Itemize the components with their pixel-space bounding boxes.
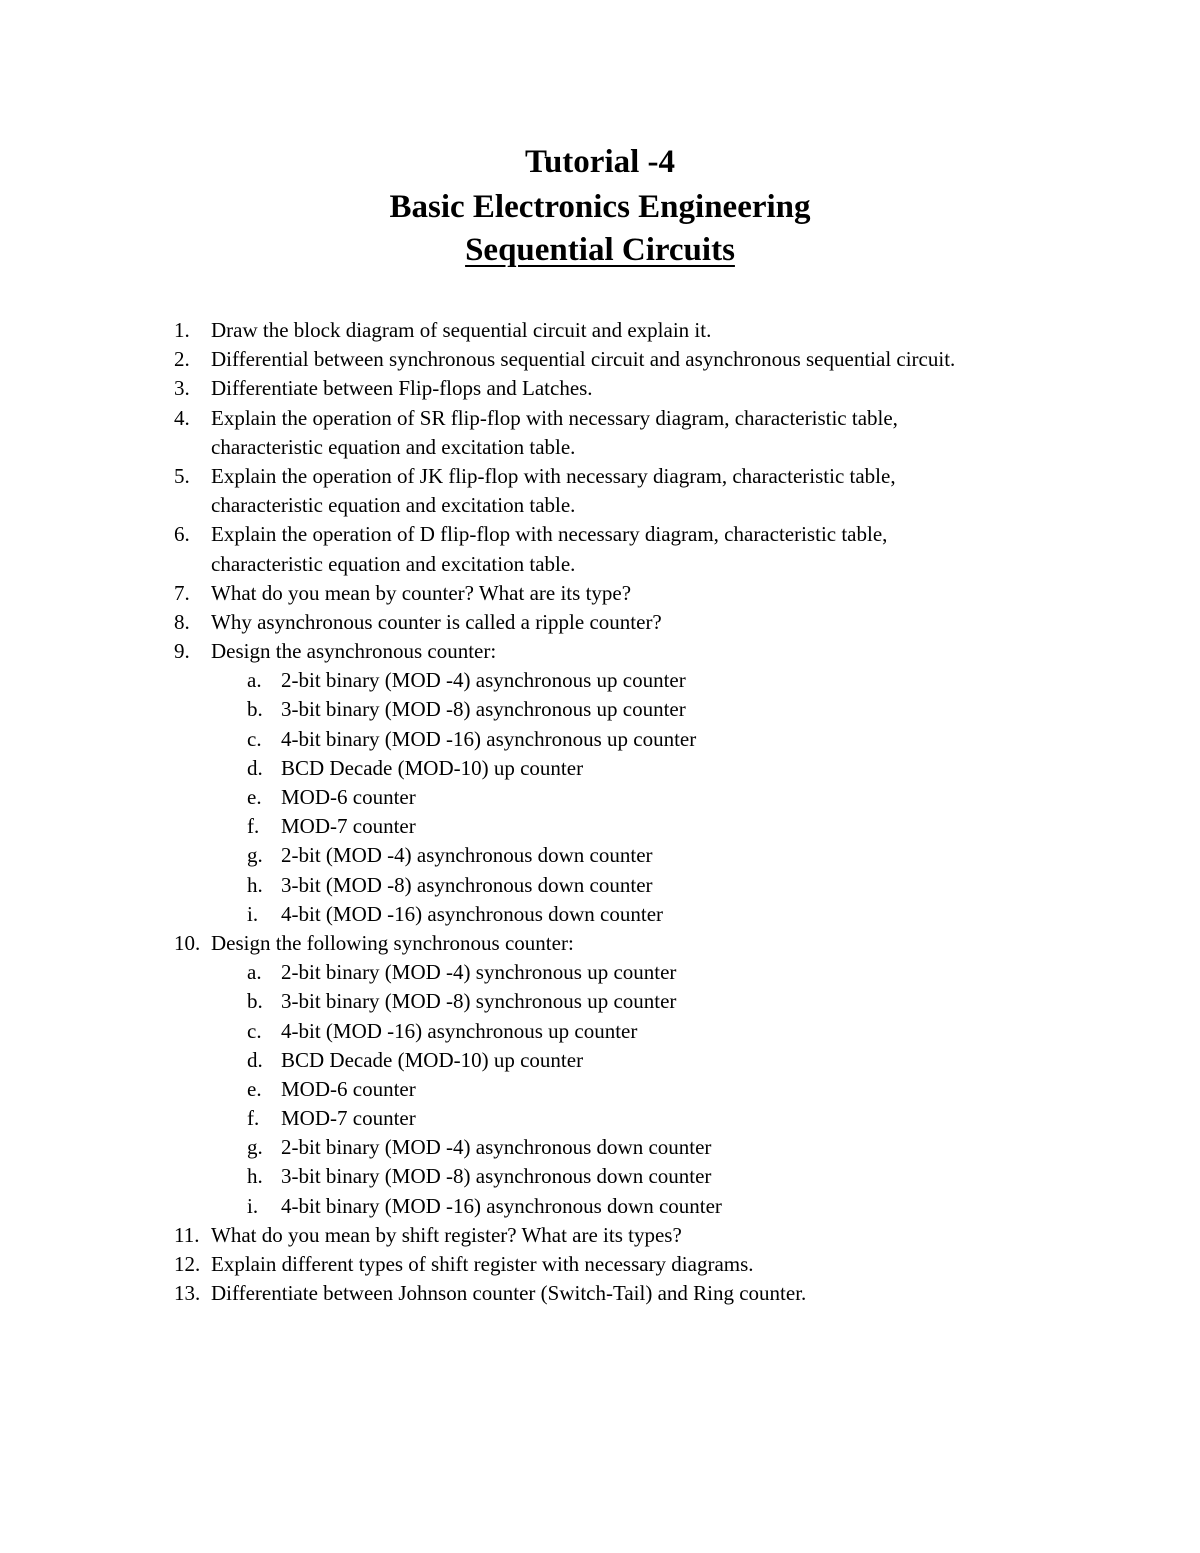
item-text: Explain the operation of SR flip-flop with necessary diagram, characteristic table, <box>211 405 898 430</box>
item-number: i. <box>247 1193 259 1218</box>
item-text: 2-bit binary (MOD -4) asynchronous up counter <box>281 668 686 693</box>
question-item <box>0 1221 1200 1250</box>
item-text: Differentiate between Johnson counter (Switch-Tail) and Ring counter. <box>211 1281 807 1306</box>
question-item <box>0 929 1200 958</box>
item-text: 3-bit binary (MOD -8) synchronous up counter <box>281 989 677 1014</box>
sub-question-item <box>0 725 1200 754</box>
sub-question-item <box>0 871 1200 900</box>
item-number: f. <box>247 814 260 839</box>
item-text: BCD Decade (MOD-10) up counter <box>281 755 584 780</box>
question-item <box>0 608 1200 637</box>
item-number: 12. <box>174 1252 201 1276</box>
item-number: d. <box>247 1047 263 1072</box>
item-text: What do you mean by shift register? What are its types? <box>211 1222 682 1247</box>
item-number: b. <box>247 989 263 1014</box>
sub-question-item <box>0 841 1200 870</box>
item-text: Design the following synchronous counter: <box>211 930 574 955</box>
item-text: Design the asynchronous counter: <box>211 639 497 664</box>
sub-question-item <box>0 1104 1200 1133</box>
item-text: Differentiate between Flip-flops and Latches. <box>211 376 593 401</box>
item-number: 9. <box>174 639 190 664</box>
sub-question-item <box>0 958 1200 987</box>
item-number: 13. <box>174 1281 201 1306</box>
item-number: 8. <box>174 609 190 634</box>
sub-question-item <box>0 987 1200 1016</box>
item-number: 11. <box>174 1222 200 1247</box>
item-text: 4-bit binary (MOD -16) asynchronous down counter <box>281 1193 722 1218</box>
question-item-continuation <box>0 550 1200 579</box>
item-number: h. <box>247 1164 263 1189</box>
sub-question-item <box>0 695 1200 724</box>
sub-question-item <box>0 1017 1200 1046</box>
item-number: 6. <box>174 522 190 547</box>
item-number: h. <box>247 872 263 897</box>
item-number: e. <box>247 785 262 809</box>
question-item <box>0 374 1200 403</box>
sub-question-item <box>0 1192 1200 1221</box>
sub-question-item <box>0 900 1200 929</box>
question-item <box>0 462 1200 491</box>
sub-question-item <box>0 754 1200 783</box>
item-number: 4. <box>174 405 190 430</box>
item-number: e. <box>247 1076 262 1101</box>
question-list <box>0 316 1200 1308</box>
item-number: c. <box>247 726 262 751</box>
item-number: g. <box>247 1135 263 1160</box>
item-text: MOD-6 counter <box>281 785 416 809</box>
item-text: Why asynchronous counter is called a ripple counter? <box>211 609 662 634</box>
question-item <box>0 1250 1200 1279</box>
item-text: Differential between synchronous sequential circuit and asynchronous sequential circuit. <box>211 347 956 372</box>
item-text: Explain different types of shift register with necessary diagrams. <box>211 1252 754 1276</box>
item-text: Explain the operation of D flip-flop with necessary diagram, characteristic table, <box>211 522 888 547</box>
item-number: c. <box>247 1018 262 1043</box>
item-text: 4-bit (MOD -16) asynchronous down counter <box>281 901 664 926</box>
tutorial-title: Tutorial -4 <box>524 144 676 180</box>
question-item <box>0 345 1200 374</box>
item-text: Explain the operation of JK flip-flop with necessary diagram, characteristic table, <box>211 463 896 488</box>
item-text: MOD-6 counter <box>281 1076 416 1101</box>
item-number: a. <box>247 960 262 985</box>
question-item <box>0 1279 1200 1308</box>
item-text: 4-bit (MOD -16) asynchronous up counter <box>281 1018 638 1043</box>
sub-question-item <box>0 1075 1200 1104</box>
item-text: 3-bit binary (MOD -8) asynchronous down counter <box>281 1164 712 1189</box>
item-text: 3-bit binary (MOD -8) asynchronous up counter <box>281 697 686 722</box>
item-number: 10. <box>174 930 201 955</box>
sub-question-item <box>0 1046 1200 1075</box>
item-text: 4-bit binary (MOD -16) asynchronous up counter <box>281 726 697 751</box>
sub-question-item <box>0 666 1200 695</box>
item-number: 1. <box>174 318 190 342</box>
item-text: MOD-7 counter <box>281 814 416 839</box>
item-text: Draw the block diagram of sequential circuit and explain it. <box>211 318 712 342</box>
item-text: 2-bit binary (MOD -4) asynchronous down counter <box>281 1135 712 1160</box>
sub-question-item <box>0 1162 1200 1191</box>
question-item <box>0 404 1200 433</box>
item-text: BCD Decade (MOD-10) up counter <box>281 1047 584 1072</box>
item-text: 2-bit binary (MOD -4) synchronous up counter <box>281 960 677 985</box>
course-title: Basic Electronics Engineering <box>389 189 811 225</box>
question-item <box>0 316 1200 345</box>
item-number: 3. <box>174 376 190 401</box>
item-number: 5. <box>174 463 190 488</box>
sub-question-item <box>0 812 1200 841</box>
item-text: characteristic equation and excitation table. <box>211 434 576 459</box>
item-text: 3-bit (MOD -8) asynchronous down counter <box>281 872 653 897</box>
question-item <box>0 579 1200 608</box>
question-item-continuation <box>0 433 1200 462</box>
item-number: i. <box>247 901 259 926</box>
item-number: g. <box>247 843 263 868</box>
item-text: 2-bit (MOD -4) asynchronous down counter <box>281 843 653 868</box>
item-number: a. <box>247 668 262 693</box>
sub-question-item <box>0 1133 1200 1162</box>
question-item <box>0 637 1200 666</box>
sub-question-item <box>0 783 1200 812</box>
item-number: b. <box>247 697 263 722</box>
item-text: What do you mean by counter? What are its type? <box>211 580 632 605</box>
question-item-continuation <box>0 491 1200 520</box>
topic-title: Sequential Circuits <box>465 232 735 268</box>
item-number: d. <box>247 755 263 780</box>
item-text: characteristic equation and excitation table. <box>211 551 576 576</box>
item-text: MOD-7 counter <box>281 1106 416 1131</box>
item-number: 7. <box>174 580 190 605</box>
question-item <box>0 520 1200 549</box>
item-number: f. <box>247 1106 260 1131</box>
item-text: characteristic equation and excitation table. <box>211 493 576 518</box>
item-number: 2. <box>174 347 190 372</box>
